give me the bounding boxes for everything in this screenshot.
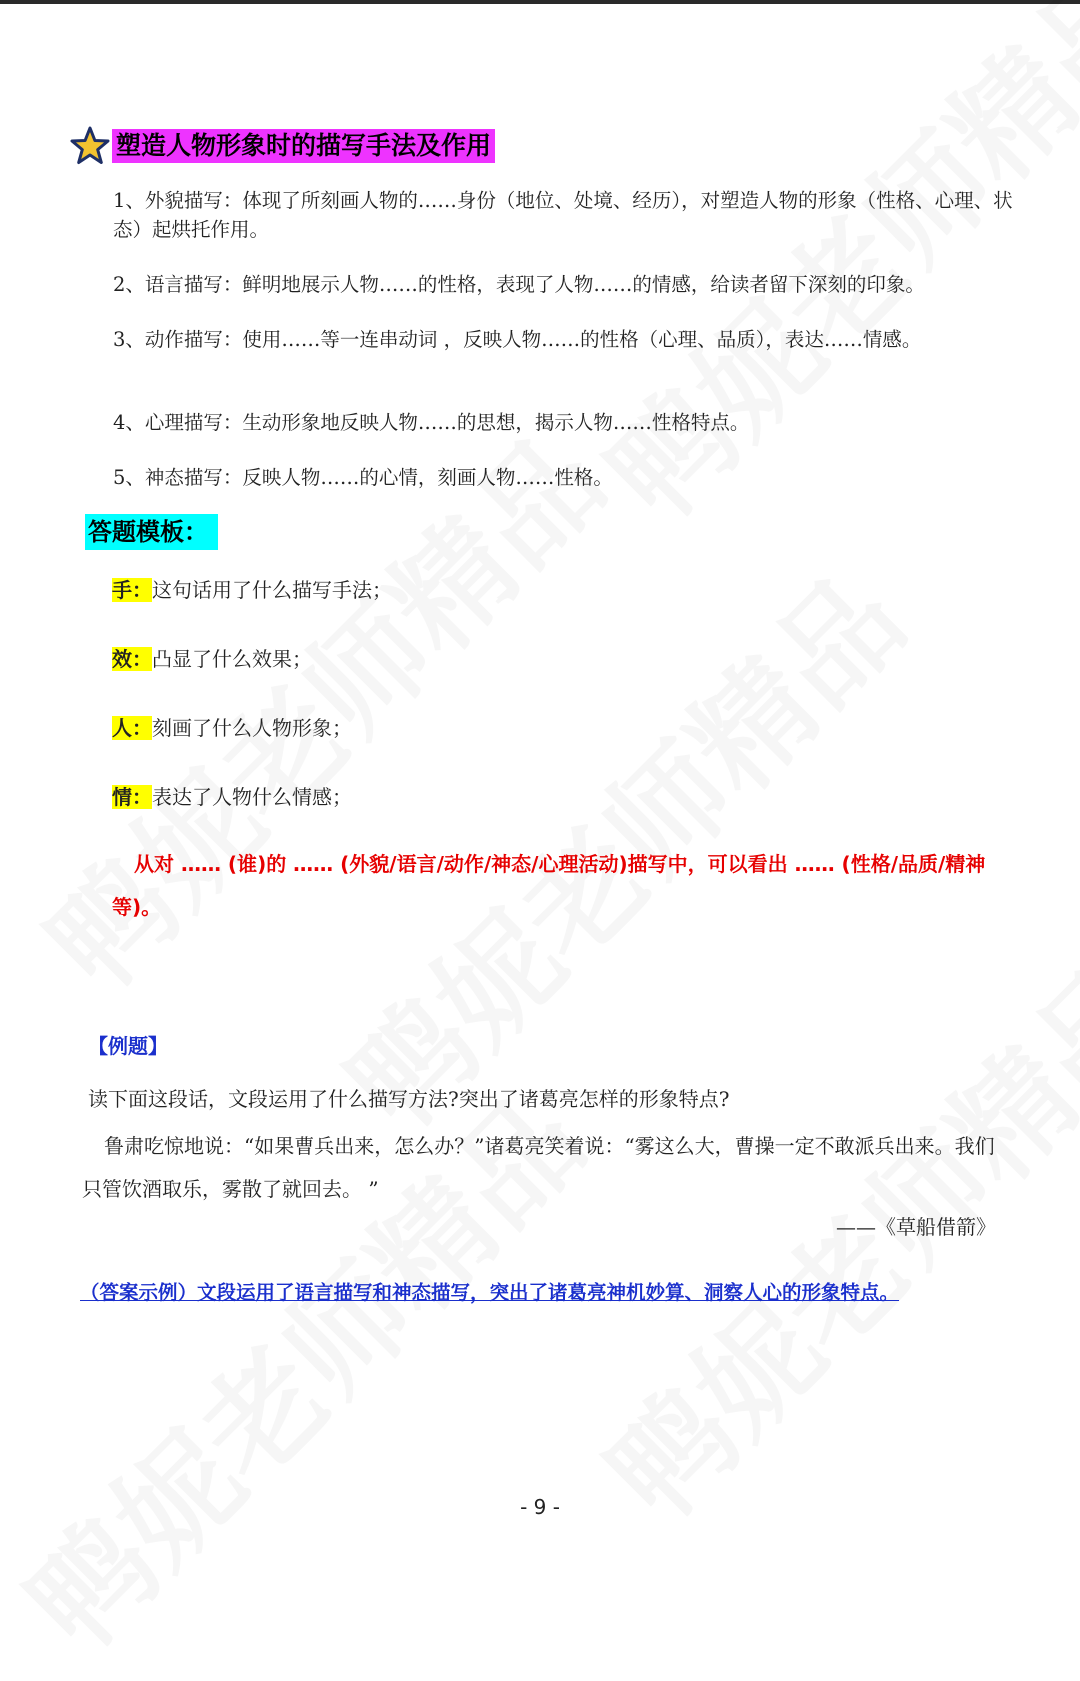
example-source: ——《草船借箭》 bbox=[836, 1215, 996, 1239]
watermark bbox=[565, 921, 1080, 1552]
list-item: 4、心理描写：生动形象地反映人物……的思想，揭示人物……性格特点。 bbox=[113, 411, 750, 434]
template-key: 人： bbox=[112, 716, 152, 740]
list-item: 2、语言描写：鲜明地展示人物……的性格，表现了人物……的情感，给读者留下深刻的印象。 bbox=[113, 273, 925, 296]
template-text: 表达了人物什么情感； bbox=[152, 785, 352, 809]
star-icon bbox=[70, 126, 110, 166]
page-number: - 9 - bbox=[520, 1495, 560, 1519]
example-answer: （答案示例）文段运用了语言描写和神态描写，突出了诸葛亮神机妙算、洞察人心的形象特点。 bbox=[80, 1281, 900, 1304]
list-item: 3、动作描写：使用……等一连串动词 ，反映人物……的性格（心理、品质），表达……情感。 bbox=[113, 328, 922, 351]
template-row bbox=[112, 713, 352, 743]
template-row bbox=[112, 782, 352, 812]
template-text: 这句话用了什么描写手法； bbox=[152, 578, 392, 602]
template-row bbox=[112, 644, 312, 674]
template-key: 手： bbox=[112, 578, 152, 602]
answer-formula: 从对 …… (谁)的 …… (外貌/语言/动作/神态/心理活动)描写中，可以看出 …… (性格/品质/精神等)。 bbox=[112, 852, 986, 919]
template-row bbox=[112, 575, 392, 605]
example-question: 读下面这段话，文段运用了什么描写方法?突出了诸葛亮怎样的形象特点? bbox=[88, 1087, 730, 1111]
template-key: 效： bbox=[112, 647, 152, 671]
list-item: 1、外貌描写：体现了所刻画人物的……身份（地位、处境、经历），对塑造人物的形象（性格、心理、状态）起烘托作用。 bbox=[113, 189, 1013, 241]
top-border bbox=[0, 0, 1080, 4]
page-title: 塑造人物形象时的描写手法及作用 bbox=[112, 129, 495, 163]
template-text: 刻画了什么人物形象； bbox=[152, 716, 352, 740]
template-heading: 答题模板： bbox=[85, 514, 218, 550]
list-item: 5、神态描写：反映人物……的心情，刻画人物……性格。 bbox=[113, 466, 613, 489]
template-key: 情： bbox=[112, 785, 152, 809]
section-title bbox=[70, 126, 495, 166]
example-label: 【例题】 bbox=[88, 1034, 168, 1058]
example-passage: 鲁肃吃惊地说：“如果曹兵出来，怎么办？”诸葛亮笑着说：“雾这么大，曹操一定不敢派兵出来。我们只管饮酒取乐，雾散了就回去。 ” bbox=[82, 1134, 995, 1201]
template-text: 凸显了什么效果； bbox=[152, 647, 312, 671]
